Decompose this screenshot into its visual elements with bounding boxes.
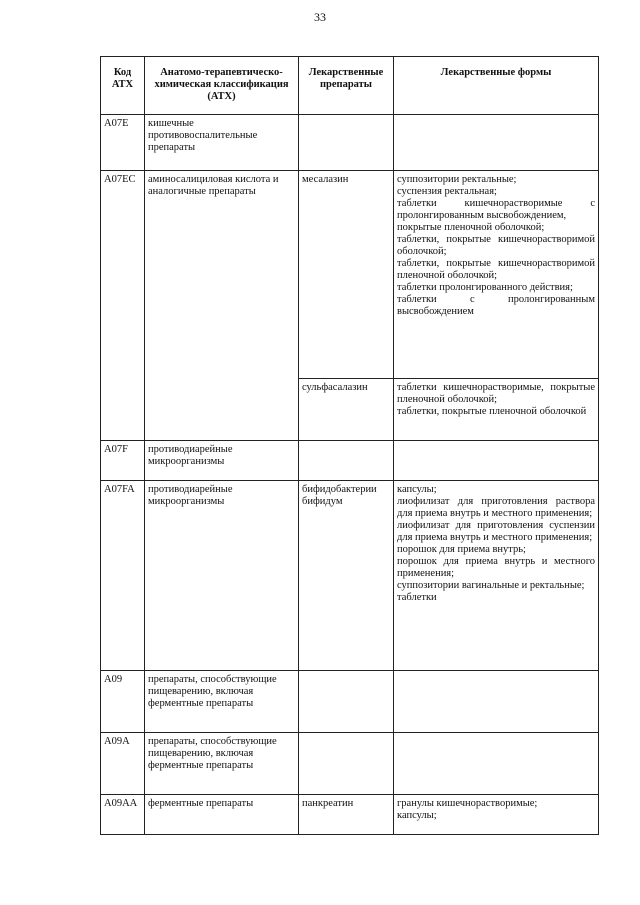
drug-name: бифидобактерии бифидум — [299, 481, 394, 671]
table-header-row — [101, 57, 599, 115]
drug-name — [299, 115, 394, 171]
header-drugs: Лекарственные препараты — [299, 57, 394, 115]
atc-code: A07E — [101, 115, 145, 171]
dosage-form-item: таблетки кишечнорастворимые, покрытые пленочной оболочкой; — [397, 382, 595, 405]
drug-name: месалазин — [299, 171, 394, 379]
dosage-forms — [394, 379, 599, 441]
dosage-form-item: таблетки с пролонгированным высвобождением — [397, 294, 595, 317]
atc-code: A09A — [101, 733, 145, 795]
atc-classification: препараты, способствующие пищеварению, включая ферментные препараты — [145, 733, 299, 795]
table-row — [101, 171, 599, 379]
page-number: 33 — [314, 10, 326, 24]
drug-name: сульфасалазин — [299, 379, 394, 441]
atc-code: A09 — [101, 671, 145, 733]
atc-classification: аминосалициловая кислота и аналогичные препараты — [145, 171, 299, 441]
atc-classification: ферментные препараты — [145, 795, 299, 835]
header-forms: Лекарственные формы — [394, 57, 599, 115]
dosage-form-item: лиофилизат для приготовления суспензии для приема внутрь и местного применения; — [397, 520, 595, 543]
dosage-form-item: таблетки, покрытые пленочной оболочкой — [397, 406, 587, 417]
atc-classification: противодиарейные микроорганизмы — [145, 441, 299, 481]
header-classification: Анатомо-терапевтическо-химическая классификация (АТХ) — [145, 57, 299, 115]
dosage-forms — [394, 671, 599, 733]
dosage-form-item: таблетки — [397, 592, 437, 603]
atc-classification: препараты, способствующие пищеварению, включая ферментные препараты — [145, 671, 299, 733]
dosage-forms — [394, 795, 599, 835]
dosage-forms — [394, 733, 599, 795]
table-row — [101, 441, 599, 481]
dosage-form-item: таблетки кишечнорастворимые с пролонгированным высвобождением, — [397, 198, 595, 221]
dosage-form-item: капсулы; — [397, 484, 437, 495]
atc-code: A07F — [101, 441, 145, 481]
dosage-forms — [394, 171, 599, 379]
table-row — [101, 115, 599, 171]
table-row — [101, 671, 599, 733]
dosage-form-item: порошок для приема внутрь и местного применения; — [397, 556, 595, 579]
dosage-form-item: лиофилизат для приготовления раствора для приема внутрь и местного применения; — [397, 496, 595, 519]
table-row — [101, 795, 599, 835]
header-code: Код АТХ — [101, 57, 145, 115]
atc-code: A09AA — [101, 795, 145, 835]
atc-classification: кишечные противовоспалительные препараты — [145, 115, 299, 171]
dosage-forms — [394, 115, 599, 171]
drug-name — [299, 671, 394, 733]
dosage-form-item: суппозитории ректальные; — [397, 174, 517, 185]
drug-name — [299, 441, 394, 481]
table-row — [101, 733, 599, 795]
atc-code: A07FA — [101, 481, 145, 671]
dosage-form-item: порошок для приема внутрь; — [397, 544, 526, 555]
dosage-form-item: покрытые пленочной оболочкой; — [397, 222, 545, 233]
drug-name — [299, 733, 394, 795]
table-row — [101, 481, 599, 671]
dosage-form-item: гранулы кишечнорастворимые; — [397, 798, 538, 809]
dosage-form-item: таблетки пролонгированного действия; — [397, 282, 573, 293]
dosage-form-item: таблетки, покрытые кишечнорастворимой оболочкой; — [397, 234, 595, 257]
drug-name: панкреатин — [299, 795, 394, 835]
dosage-form-item: суспензия ректальная; — [397, 186, 497, 197]
atc-classification: противодиарейные микроорганизмы — [145, 481, 299, 671]
atc-code: A07EC — [101, 171, 145, 441]
dosage-forms — [394, 481, 599, 671]
dosage-form-item: капсулы; — [397, 810, 437, 821]
dosage-form-item: таблетки, покрытые кишечнорастворимой пленочной оболочкой; — [397, 258, 595, 281]
dosage-forms — [394, 441, 599, 481]
dosage-form-item: суппозитории вагинальные и ректальные; — [397, 580, 585, 591]
atc-table — [100, 56, 599, 835]
